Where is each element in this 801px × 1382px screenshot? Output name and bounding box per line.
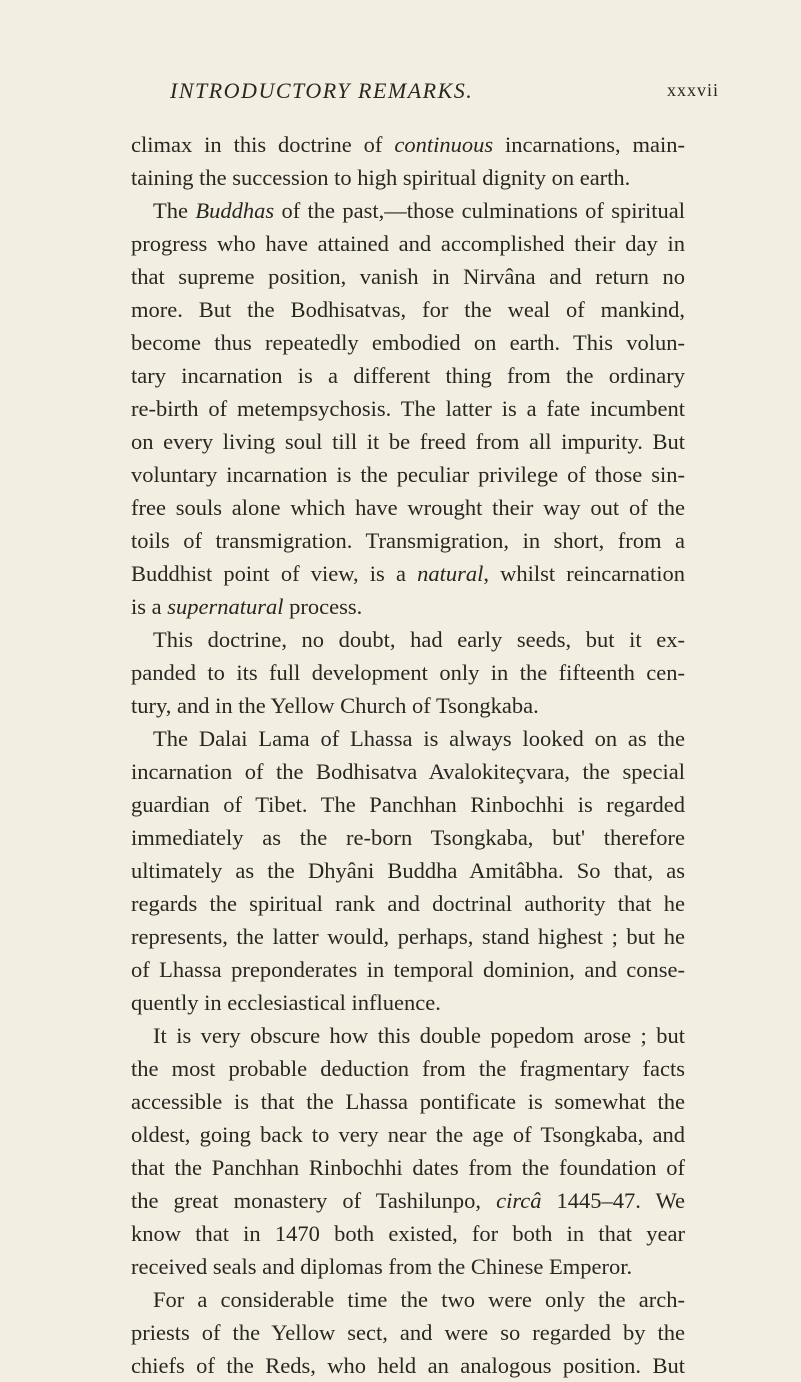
text-segment: It is very obscure how this double popedom arose ; but [153, 1023, 685, 1048]
text-line [131, 392, 685, 425]
text-line [153, 1283, 685, 1316]
text-segment: know that in 1470 both existed, for both in that year [131, 1221, 685, 1246]
text-segment: Buddhist point of view, is a [131, 561, 418, 586]
text-segment: accessible is that the Lhassa pontificate is somewhat the [131, 1089, 685, 1114]
text-line [131, 1184, 685, 1217]
text-segment: , whilst reincarnation [483, 561, 685, 586]
text-line [153, 722, 685, 755]
text-segment: tary incarnation is a different thing from the ordinary [131, 363, 685, 388]
text-line [131, 128, 685, 161]
italic-text: circâ [496, 1188, 542, 1213]
text-segment: process. [283, 594, 363, 619]
text-line [131, 755, 685, 788]
text-segment: is a [131, 594, 168, 619]
text-segment: voluntary incarnation is the peculiar privilege of those sin- [131, 462, 685, 487]
text-line [153, 1019, 685, 1052]
text-line [131, 1151, 685, 1184]
text-line [131, 524, 685, 557]
text-segment: The Dalai Lama of Lhassa is always looked on as the [153, 726, 685, 751]
text-segment: taining the succession to high spiritual dignity on earth. [131, 165, 631, 190]
text-segment: progress who have attained and accomplished their day in [131, 231, 685, 256]
text-segment: more. But the Bodhisatvas, for the weal of mankind, [131, 297, 685, 322]
text-segment: the most probable deduction from the fragmentary facts [131, 1056, 685, 1081]
text-segment: incarnation of the Bodhisatva Avalokiteçvara, the special [131, 759, 685, 784]
text-line [131, 1349, 685, 1382]
text-segment: free souls alone which have wrought their way out of the [131, 495, 685, 520]
text-segment: become thus repeatedly embodied on earth. This volun- [131, 330, 685, 355]
italic-text: natural [417, 561, 484, 586]
text-line [131, 326, 685, 359]
text-line [131, 1118, 685, 1151]
text-segment: re-birth of metempsychosis. The latter is a fate incumbent [131, 396, 685, 421]
italic-text: Buddhas [195, 198, 275, 223]
text-segment: toils of transmigration. Transmigration, in short, from a [131, 528, 685, 553]
text-segment: This doctrine, no doubt, had early seeds, but it ex- [153, 627, 685, 652]
text-segment: tury, and in the Yellow Church of Tsongkaba. [131, 693, 539, 718]
text-segment: ultimately as the Dhyâni Buddha Amitâbha. So that, as [131, 858, 685, 883]
text-line [131, 590, 685, 623]
page-number: xxxvii [666, 80, 719, 100]
text-segment: The [153, 198, 196, 223]
text-segment: priests of the Yellow sect, and were so regarded by the [131, 1320, 685, 1345]
text-line [131, 425, 685, 458]
text-line [131, 161, 685, 194]
text-segment: immediately as the re-born Tsongkaba, but' therefore [131, 825, 685, 850]
text-line [131, 557, 685, 590]
text-line [131, 689, 685, 722]
text-line [131, 788, 685, 821]
text-line [131, 1052, 685, 1085]
page-header [0, 78, 801, 112]
text-segment: of the past,—those culminations of spiritual [274, 198, 686, 223]
text-line [131, 821, 685, 854]
text-line [131, 986, 685, 1019]
italic-text: supernatural [167, 594, 284, 619]
text-segment: the great monastery of Tashilunpo, [131, 1188, 497, 1213]
text-line [131, 260, 685, 293]
text-segment: oldest, going back to very near the age of Tsongkaba, and [131, 1122, 685, 1147]
text-segment: regards the spiritual rank and doctrinal authority that he [131, 891, 685, 916]
text-line [131, 1217, 685, 1250]
text-line [131, 458, 685, 491]
running-title: INTRODUCTORY REMARKS. [170, 78, 474, 103]
text-line [131, 854, 685, 887]
text-line [153, 194, 685, 227]
text-segment: quently in ecclesiastical influence. [131, 990, 441, 1015]
text-line [131, 1085, 685, 1118]
text-line [131, 491, 685, 524]
text-line [131, 359, 685, 392]
text-line [131, 656, 685, 689]
text-segment: For a considerable time the two were only the arch- [153, 1287, 685, 1312]
text-line [131, 293, 685, 326]
text-segment: that the Panchhan Rinbochhi dates from the foundation of [131, 1155, 685, 1180]
text-line [131, 1250, 685, 1283]
italic-text: continuous [394, 132, 494, 157]
text-line [131, 1316, 685, 1349]
text-segment: that supreme position, vanish in Nirvâna and return no [131, 264, 685, 289]
text-segment: guardian of Tibet. The Panchhan Rinbochhi is regarded [131, 792, 685, 817]
text-segment: panded to its full development only in the fifteenth cen- [131, 660, 685, 685]
text-segment: incarnations, main- [493, 132, 685, 157]
text-segment: of Lhassa preponderates in temporal dominion, and conse- [131, 957, 685, 982]
text-segment: chiefs of the Reds, who held an analogous position. But [131, 1353, 685, 1378]
text-line [131, 887, 685, 920]
text-segment: climax in this doctrine of [131, 132, 395, 157]
text-segment: 1445–47. We [541, 1188, 686, 1213]
text-segment: on every living soul till it be freed from all impurity. But [131, 429, 685, 454]
text-line [153, 623, 685, 656]
text-segment: received seals and diplomas from the Chinese Emperor. [131, 1254, 633, 1279]
text-line [131, 227, 685, 260]
text-line [131, 920, 685, 953]
text-line [131, 953, 685, 986]
text-segment: represents, the latter would, perhaps, stand highest ; but he [131, 924, 685, 949]
